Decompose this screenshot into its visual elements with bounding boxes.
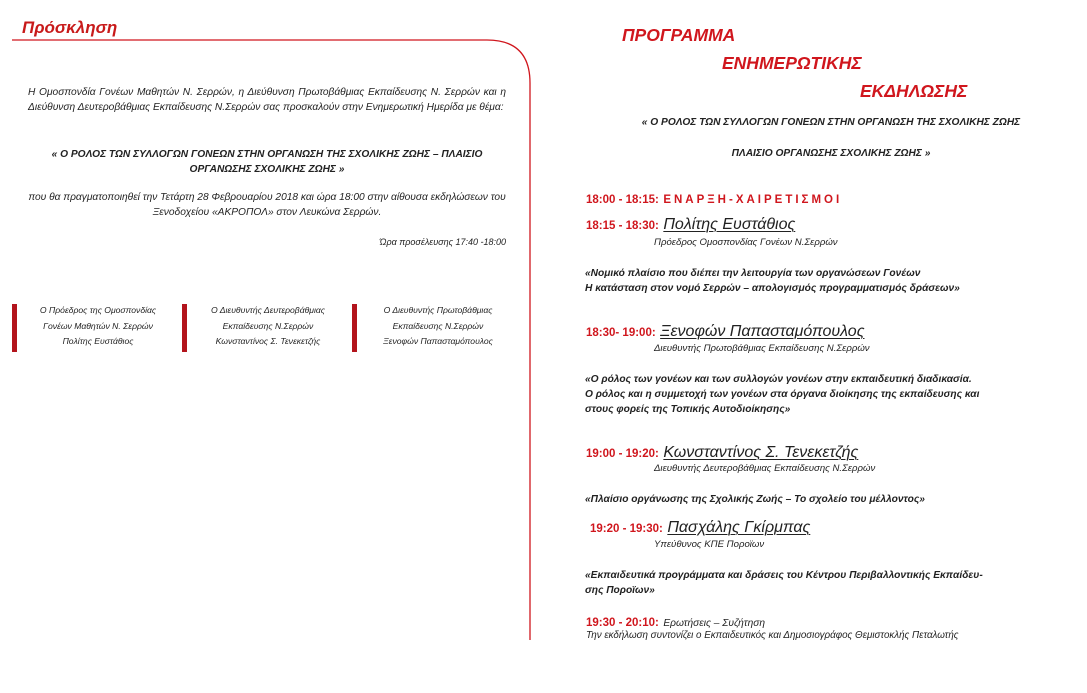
- program-subject-line1: « Ο ΡΟΛΟΣ ΤΩΝ ΣΥΛΛΟΓΩΝ ΓΟΝΕΩΝ ΣΤΗΝ ΟΡΓΑΝΩΣΗ ΤΗΣ ΣΧΟΛΙΚΗΣ ΖΩΗΣ: [641, 117, 1021, 128]
- signature-name: Ξενοφών Παπασταμόπουλος: [383, 336, 493, 346]
- session-time: 18:30- 19:00:: [586, 327, 656, 339]
- signature-name: Κωνσταντίνος Σ. Τενεκετζής: [215, 336, 321, 346]
- invitation-subject: « Ο ΡΟΛΟΣ ΤΩΝ ΣΥΛΛΟΓΩΝ ΓΟΝΕΩΝ ΣΤΗΝ ΟΡΓΑΝΩΣΗ ΤΗΣ ΣΧΟΛΙΚΗΣ ΖΩΗΣ – ΠΛΑΙΣΙΟ ΟΡΓΑΝΩΣΗΣ ΣΧΟΛΙΚΗΣ ΖΩΗΣ »: [51, 149, 483, 175]
- signature-bar: [182, 304, 187, 352]
- program-title-line1: ΠΡΟΓΡΑΜΜΑ: [622, 25, 736, 45]
- signature-bar: [12, 304, 17, 352]
- signature-primary-director: [359, 303, 517, 350]
- qa-row: [586, 613, 765, 631]
- qa-time: 19:30 - 20:10:: [586, 617, 659, 629]
- topic-line: σης Ποροϊων»: [585, 585, 655, 596]
- session-topic: [585, 568, 1077, 598]
- topic-line: «Πλαίσιο οργάνωσης της Σχολικής Ζωής – Το σχολείο του μέλλοντος»: [585, 494, 925, 505]
- session-speaker: Πολίτης Ευστάθιος: [663, 216, 796, 233]
- session-row: [586, 323, 864, 341]
- signature-name: Πολίτης Ευστάθιος: [62, 336, 134, 346]
- signature-bar: [352, 304, 357, 352]
- opening-label: ΕΝΑΡΞΗ-ΧΑΙΡΕΤΙΣΜΟΙ: [663, 194, 843, 206]
- program-title-line3: ΕΚΔΗΛΩΣΗΣ: [860, 81, 968, 101]
- session-topic: [585, 372, 1077, 417]
- topic-line: Ο ρόλος και η συμμετοχή των γονέων στα όργανα διοίκησης της εκπαίδευσης και: [585, 389, 980, 400]
- signature-federation-president: [19, 303, 177, 350]
- signature-line: Ο Διευθυντής Δευτεροβάθμιας: [211, 305, 325, 315]
- opening-row: [586, 190, 842, 208]
- session-topic: [585, 266, 1077, 296]
- topic-line: Η κατάσταση στον νομό Σερρών – απολογισμός προγραμματισμός δράσεων»: [585, 283, 960, 294]
- invitation-title: Πρόσκληση: [22, 18, 118, 37]
- session-row: [586, 444, 858, 462]
- session-speaker: Κωνσταντίνος Σ. Τενεκετζής: [663, 444, 859, 461]
- qa-label: Ερωτήσεις – Συζήτηση: [663, 618, 766, 629]
- signature-secondary-director: [189, 303, 347, 350]
- signature-line: Ο Πρόεδρος της Ομοσπονδίας: [39, 305, 157, 315]
- signature-line: Γονέων Μαθητών Ν. Σερρών: [43, 320, 153, 331]
- topic-line: «Νομικό πλαίσιο που διέπει την λειτουργία των οργανώσεων Γονέων: [585, 268, 921, 279]
- signature-line: Εκπαίδευσης Ν.Σερρών: [392, 320, 484, 331]
- session-role: Διευθυντής Πρωτοβάθμιας Εκπαίδευσης Ν.Σερρών: [654, 343, 870, 354]
- invitation-intro: Η Ομοσπονδία Γονέων Μαθητών Ν. Σερρών, η Διεύθυνση Πρωτοβάθμιας Εκπαίδευσης Ν. Σερρών και η Διεύθυνση Δευτεροβάθμιας Εκπαίδευσης Ν.Σερρών σας προσκαλούν στην Ενημερωτική Ημερίδα με θέμα:: [28, 87, 506, 113]
- program-subject-line2: ΠΛΑΙΣΙΟ ΟΡΓΑΝΩΣΗΣ ΣΧΟΛΙΚΗΣ ΖΩΗΣ »: [731, 148, 931, 159]
- program-title-line2: ΕΝΗΜΕΡΩΤΙΚΗΣ: [722, 53, 862, 73]
- invitation-details: που θα πραγματοποιηθεί την Τετάρτη 28 Φεβρουαρίου 2018 και ώρα 18:00 στην αίθουσα εκδηλώσεων του Ξενοδοχείου «ΑΚΡΟΠΟΛ» στον Λευκώνα Σερρών.: [28, 192, 506, 218]
- session-time: 18:15 - 18:30:: [586, 220, 659, 232]
- session-speaker: Ξενοφών Παπασταμόπουλος: [660, 323, 865, 340]
- session-speaker: Πασχάλης Γκίρμπας: [667, 519, 811, 536]
- session-role: Υπεύθυνος ΚΠΕ Ποροϊων: [654, 539, 765, 550]
- session-row: [586, 216, 795, 234]
- signature-line: Εκπαίδευσης Ν.Σερρών: [222, 320, 314, 331]
- topic-line: «Εκπαιδευτικά προγράμματα και δράσεις του Κέντρου Περιβαλλοντικής Εκπαίδευ-: [585, 570, 983, 581]
- topic-line: «Ο ρόλος των γονέων και των συλλογών γονέων στην εκπαιδευτική διαδικασία.: [585, 374, 972, 385]
- session-topic: [585, 492, 1077, 507]
- session-role: Πρόεδρος Ομοσπονδίας Γονέων Ν.Σερρών: [654, 237, 838, 248]
- arrival-time: Ώρα προσέλευσης 17:40 -18:00: [379, 237, 506, 247]
- session-time: 19:00 - 19:20:: [586, 448, 659, 460]
- opening-time: 18:00 - 18:15:: [586, 194, 659, 206]
- session-row: [590, 519, 810, 537]
- moderator-note: Την εκδήλωση συντονίζει ο Εκπαιδευτικός και Δημοσιογράφος Θεμιστοκλής Πεταλωτής: [586, 630, 959, 641]
- session-role: Διευθυντής Δευτεροβάθμιας Εκπαίδευσης Ν.Σερρών: [654, 463, 876, 474]
- signature-line: Ο Διευθυντής Πρωτοβάθμιας: [383, 305, 493, 315]
- session-time: 19:20 - 19:30:: [590, 523, 663, 535]
- topic-line: στους φορείς της Τοπικής Αυτοδιοίκησης»: [585, 404, 791, 415]
